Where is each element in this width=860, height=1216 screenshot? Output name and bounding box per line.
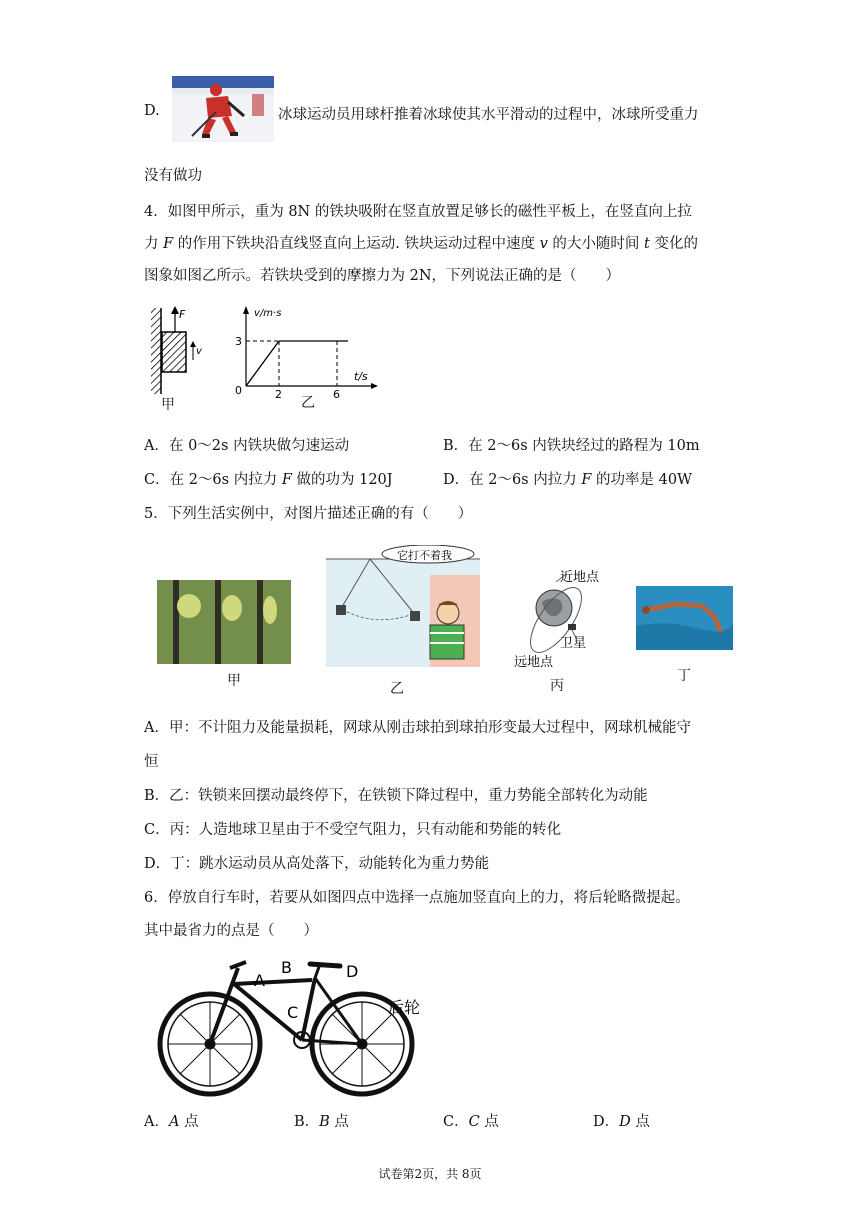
figure-tennis-ball-racket [157,580,291,664]
figure-diver [636,586,733,650]
figure-swinging-lock [326,545,480,667]
y-axis-label: v/m·s [254,308,282,319]
x-axis-label: t/s [354,370,368,383]
figure-jia-caption: 甲 [161,397,175,413]
point-a-label: A [254,971,265,990]
q6-option-c: C．C 点 [443,1114,499,1130]
rear-wheel-label: 后轮 [388,998,421,1017]
q5-stem: 5．下列生活实例中，对图片描述正确的有（ ） [144,506,473,522]
q5-option-d: D．丁：跳水运动员从高处落下，动能转化为重力势能 [144,856,490,872]
q6-option-b: B．B 点 [294,1114,349,1130]
origin-label: 0 [235,384,242,397]
q5-option-b: B．乙：铁锁来回摆动最终停下，在铁锁下降过程中，重力势能全部转化为动能 [144,788,648,804]
force-label: F [179,308,186,321]
point-d-label: D [346,962,359,981]
caption-bing: 丙 [550,678,564,694]
point-c-label: C [287,1003,299,1022]
caption-jia: 甲 [227,673,241,689]
perigee-label: 近地点 [560,570,600,585]
y-tick-3: 3 [235,335,242,348]
x-tick-2: 2 [275,388,282,401]
q4-option-a: A．在 0～2s 内铁块做匀速运动 [144,438,350,454]
point-b-label: B [281,958,292,977]
satellite-label: 卫星 [560,636,587,651]
q6-stem-line2: 其中最省力的点是（ ） [144,923,318,939]
q4-stem-line3: 图象如图乙所示。若铁块受到的摩擦力为 2N，下列说法正确的是（ ） [144,268,621,284]
q5-option-a-line2: 恒 [144,754,159,770]
caption-yi: 乙 [390,681,404,697]
q4-option-d: D．在 2～6s 内拉力 F 的功率是 40W [443,472,692,488]
q3-option-d [144,103,160,119]
q6-option-a: A．A 点 [144,1114,199,1130]
q6-stem-line1: 6．停放自行车时，若要从如图四点中选择一点施加竖直向上的力，将后轮略微提起。 [144,890,690,906]
figure-yi-caption: 乙 [301,395,315,411]
q4-stem-line2: 力 F 的作用下铁块沿直线竖直向上运动. 铁块运动过程中速度 v 的大小随时间 t 变化的 [144,236,698,252]
apogee-label: 远地点 [514,655,554,670]
q3-option-d-text-1: 冰球运动员用球杆推着冰球使其水平滑动的过程中，冰球所受重力 [278,107,699,123]
figure-bicycle [150,950,440,1100]
x-tick-6: 6 [333,388,340,401]
q6-option-d: D．D 点 [593,1114,650,1130]
figure-satellite-orbit [510,566,616,670]
figure-jia-iron-block [145,304,215,414]
q4-stem-line1: 4．如图甲所示，重为 8N 的铁块吸附在竖直放置足够长的磁性平板上，在竖直向上拉 [144,204,692,220]
caption-ding: 丁 [677,668,691,684]
q3-option-d-text-2: 没有做功 [144,168,202,184]
speech-bubble-text: 它打不着我 [397,549,452,562]
q4-option-c: C．在 2～6s 内拉力 F 做的功为 120J [144,472,393,488]
q5-option-c: C．丙：人造地球卫星由于不受空气阻力，只有动能和势能的转化 [144,822,562,838]
velocity-label: v [196,346,202,357]
q5-option-a-line1: A．甲：不计阻力及能量损耗，网球从刚击球拍到球拍形变最大过程中，网球机械能守 [144,720,691,736]
page-footer: 试卷第2页，共 8页 [378,1167,482,1181]
hockey-player-photo [172,76,274,142]
q3-option-d-letter: D. [144,103,160,119]
q4-option-b: B．在 2～6s 内铁块经过的路程为 10m [443,438,700,454]
